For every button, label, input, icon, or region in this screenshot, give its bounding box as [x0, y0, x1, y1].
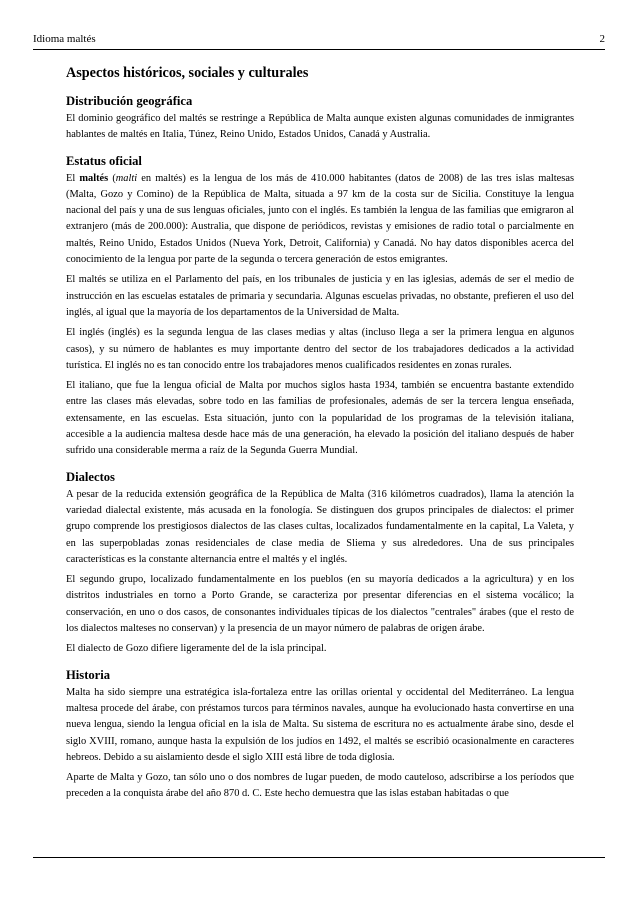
- paragraph: El maltés se utiliza en el Parlamento del país, en los tribunales de justicia y en las iglesias, además de ser el medio de instrucción en las escuelas estatales de primaria y secundaria. Algunas escuelas privadas, no obstante, prefieren el uso del inglés, al igual que la mayoría de los departamentos de la Universidad de Malta.: [66, 274, 574, 318]
- header-title: Idioma maltés: [33, 33, 96, 45]
- section-title: Dialectos: [66, 469, 115, 484]
- paragraph: El dialecto de Gozo difiere ligeramente del de la isla principal.: [66, 643, 327, 655]
- section-estatus: [66, 153, 574, 460]
- section-dialectos: [66, 469, 574, 658]
- page-number: 2: [599, 33, 605, 45]
- section-historia: [66, 667, 574, 803]
- term-maltes: maltés: [79, 172, 109, 184]
- footer-divider: [33, 857, 605, 858]
- page-title: Aspectos históricos, sociales y culturales: [66, 65, 309, 81]
- paragraph: El italiano, que fue la lengua oficial de Malta por muchos siglos hasta 1934, también se encuentra bastante extendido entre las clases más elevadas, sobre todo en las familias de profesionales, además de ser la tercera lengua enseñada, extensamente, en las escuelas. Esta situación, junto con la popularidad de los programas de la televisión italiana, accesible a la audiencia maltesa desde hace más de una generación, ha elevado la posición del italiano después de haber sufrido una considerable merma a raíz de la Segunda Guerra Mundial.: [66, 380, 574, 457]
- paragraph: El inglés (inglés) es la segunda lengua de las clases medias y altas (incluso llega a ser la primera lengua en algunos casos), y su número de hablantes es muy importante dentro del sector de los trabajadores dedicados a la actividad turística. El inglés no es tan conocido entre los trabajadores menos cualificados residentes en zonas rurales.: [66, 327, 574, 371]
- paragraph: El segundo grupo, localizado fundamentalmente en los pueblos (en su mayoría dedicados a la agricultura) y en los distritos industriales en torno a Porto Grande, se caracteriza por presentar diferencias en el sistema vocálico; la conservación, en uno o dos casos, de consonantes individuales típicas de los dialectos "centrales" árabes (que el resto de los dialectos malteses no conservan) y la presencia de un mayor número de palabras de origen árabe.: [66, 574, 574, 635]
- section-distribucion: [66, 93, 574, 144]
- running-header: [33, 33, 605, 47]
- paragraph: Aparte de Malta y Gozo, tan sólo uno o dos nombres de lugar pueden, de modo cauteloso, adscribirse a los períodos que preceden a la conquista árabe del año 870 d. C. Este hecho demuestra que las islas estaban habitadas o que: [66, 772, 574, 800]
- term-malti: malti: [115, 172, 138, 184]
- paragraph: A pesar de la reducida extensión geográfica de la República de Malta (316 kilómetros cuadrados), llama la atención la variedad dialectal existente, más acusada en la fonología. Se distinguen dos grupos principales de dialectos: el primer grupo comprende los prestigiosos dialectos de las clases cultas, localizados fundamentalmente en la capital, La Valeta, y en las superpobladas zonas residenciales de clase media de Sliema y sus alrededores. Una de sus principales características es la constante alternancia entre el maltés y el inglés.: [66, 488, 574, 565]
- section-title: Estatus oficial: [66, 153, 142, 168]
- section-title: Historia: [66, 667, 111, 682]
- header-divider: [33, 49, 605, 50]
- article-body: [66, 64, 574, 803]
- section-title: Distribución geográfica: [66, 94, 193, 108]
- paragraph: El dominio geográfico del maltés se restringe a República de Malta aunque existen algunas comunidades de inmigrantes hablantes de maltés en Italia, Túnez, Reino Unido, Estados Unidos, Canadá y Australia.: [66, 113, 574, 141]
- paragraph: El maltés (malti en maltés) es la lengua de los más de 410.000 habitantes (datos de 2008) de las tres islas maltesas (Malta, Gozo y Comino) de la República de Malta, situada a 97 km de la costa sur de Sicilia. Constituye la lengua nacional del país y una de sus lenguas oficiales, junto con el inglés. Es también la lengua de las familias que emigraron al extranjero (más de 200.000): Australia, que dispone de periódicos, revistas y emisiones de radio total o parcialmente en maltés, Reino Unido, Estados Unidos (Nueva York, Detroit, California) y Canadá. No hay datos disponibles acerca del conocimiento de la lengua por parte de la segunda o tercera generación de estos emigrantes.: [66, 172, 574, 266]
- paragraph: Malta ha sido siempre una estratégica isla-fortaleza entre las orillas oriental y occidental del Mediterráneo. La lengua maltesa procede del árabe, con préstamos turcos para términos navales, aunque ha evolucionado hasta convertirse en una nueva lengua, siendo la lengua oficial en la isla de Malta. Su sistema de escritura no es actualmente árabe sino, desde el siglo XVIII, romano, aunque hasta la expulsión de los judíos en 1492, el maltés se escribió ocasionalmente en caracteres hebreos. Debido a su aislamiento desde el siglo XIII está libre de toda diglosia.: [66, 686, 574, 763]
